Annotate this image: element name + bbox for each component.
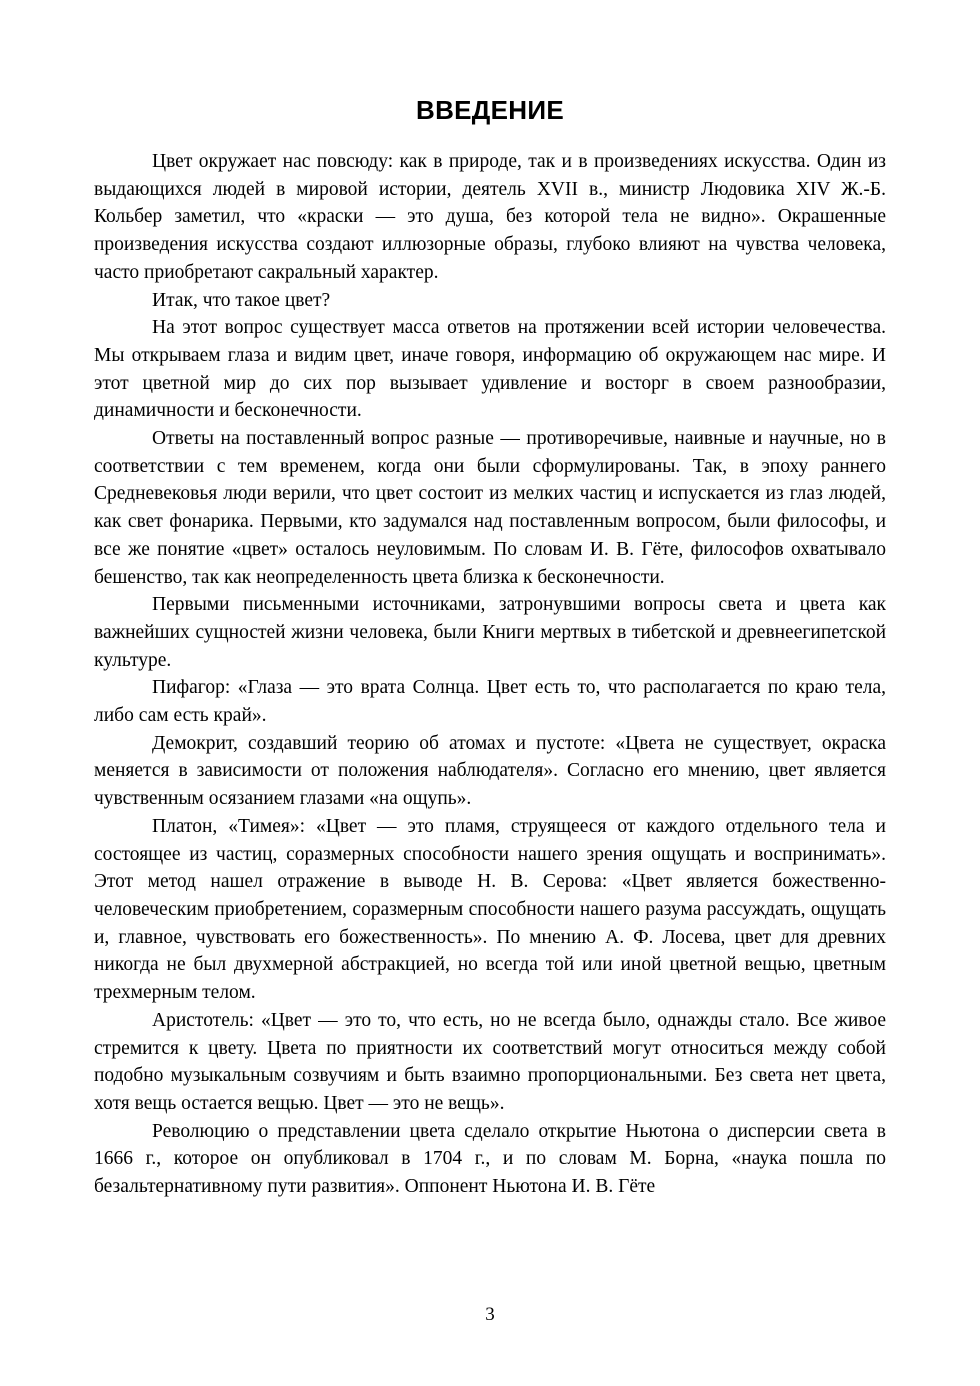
paragraph-question: Итак, что такое цвет? <box>152 289 331 311</box>
paragraph-intro: Цвет окружает нас повсюду: как в природе, так и в произведениях искусства. Один из выдающихся людей в мировой истории, деятель XVII в., министр Людовика XIV Ж.-Б. Кольбер заметил, что «краски — это душа, без которой тела не видно». Окрашенные произведения искусства создают иллюзорные образы, глубоко влияют на чувства человека, часто приобретают сакральный характер. <box>94 151 886 283</box>
body-text <box>94 148 886 1201</box>
document-page <box>94 92 886 1201</box>
paragraph-pythagoras: Пифагор: «Глаза — это врата Солнца. Цвет есть то, что располагается по краю тела, либо сам есть край». <box>94 677 886 727</box>
paragraph-plato: Платон, «Тимея»: «Цвет — это пламя, струящееся от каждого отдельного тела и состоящее из частиц, соразмерных способности нашего зрения ощущать и воспринимать». Этот метод нашел отражение в выводе Н. В. Серова: «Цвет является божественно-человеческим приобретением, соразмерным способности нашего разума рассуждать, ощущать и, главное, чувствовать его божественность». По мнению А. Ф. Лосева, цвет для древних никогда не был двухмерной абстракцией, но всегда той или иной цветной вещью, цветным трехмерным телом. <box>94 815 886 1004</box>
page-number: 3 <box>485 1304 495 1325</box>
chapter-heading: ВВЕДЕНИЕ <box>416 95 564 125</box>
paragraph-views: Ответы на поставленный вопрос разные — противоречивые, наивные и научные, но в соответствии с тем временем, когда они были сформулированы. Так, в эпоху раннего Средневековья люди верили, что цвет состоит из мелких частиц и испускается из глаз людей, как свет фонарика. Первыми, кто задумался над поставленным вопросом, были философы, и все же понятие «цвет» осталось неуловимым. По словам И. В. Гёте, философов охватывало бешенство, так как неопределенность цвета близка к бесконечности. <box>94 428 886 588</box>
paragraph-democritus: Демокрит, создавший теорию об атомах и пустоте: «Цвета не существует, окраска меняется в зависимости от положения наблюдателя». Согласно его мнению, цвет является чувственным осязанием глазами «на ощупь». <box>94 732 886 810</box>
paragraph-sources: Первыми письменными источниками, затронувшими вопросы света и цвета как важнейших сущностей жизни человека, были Книги мертвых в тибетской и древнеегипетской культуре. <box>94 594 886 671</box>
paragraph-answers: На этот вопрос существует масса ответов на протяжении всей истории человечества. Мы открываем глаза и видим цвет, иначе говоря, информацию об окружающем нас мире. И этот цветной мир до сих пор вызывает удивление и восторг в своем разнообразии, динамичности и бесконечности. <box>94 317 886 422</box>
paragraph-aristotle: Аристотель: «Цвет — это то, что есть, но не всегда было, однажды стало. Все живое стремится к цвету. Цвета по приятности их соответствий могут относиться между собой подобно музыкальным созвучиям и быть взаимно пропорциональными. Без света нет цвета, хотя вещь остается вещью. Цвет — это не вещь». <box>94 1009 886 1114</box>
paragraph-newton: Революцию о представлении цвета сделало открытие Ньютона о дисперсии света в 1666 г., которое он опубликовал в 1704 г., и по словам М. Борна, «наука пошла по безальтернативному пути развития». Оппонент Ньютона И. В. Гёте <box>94 1120 886 1198</box>
